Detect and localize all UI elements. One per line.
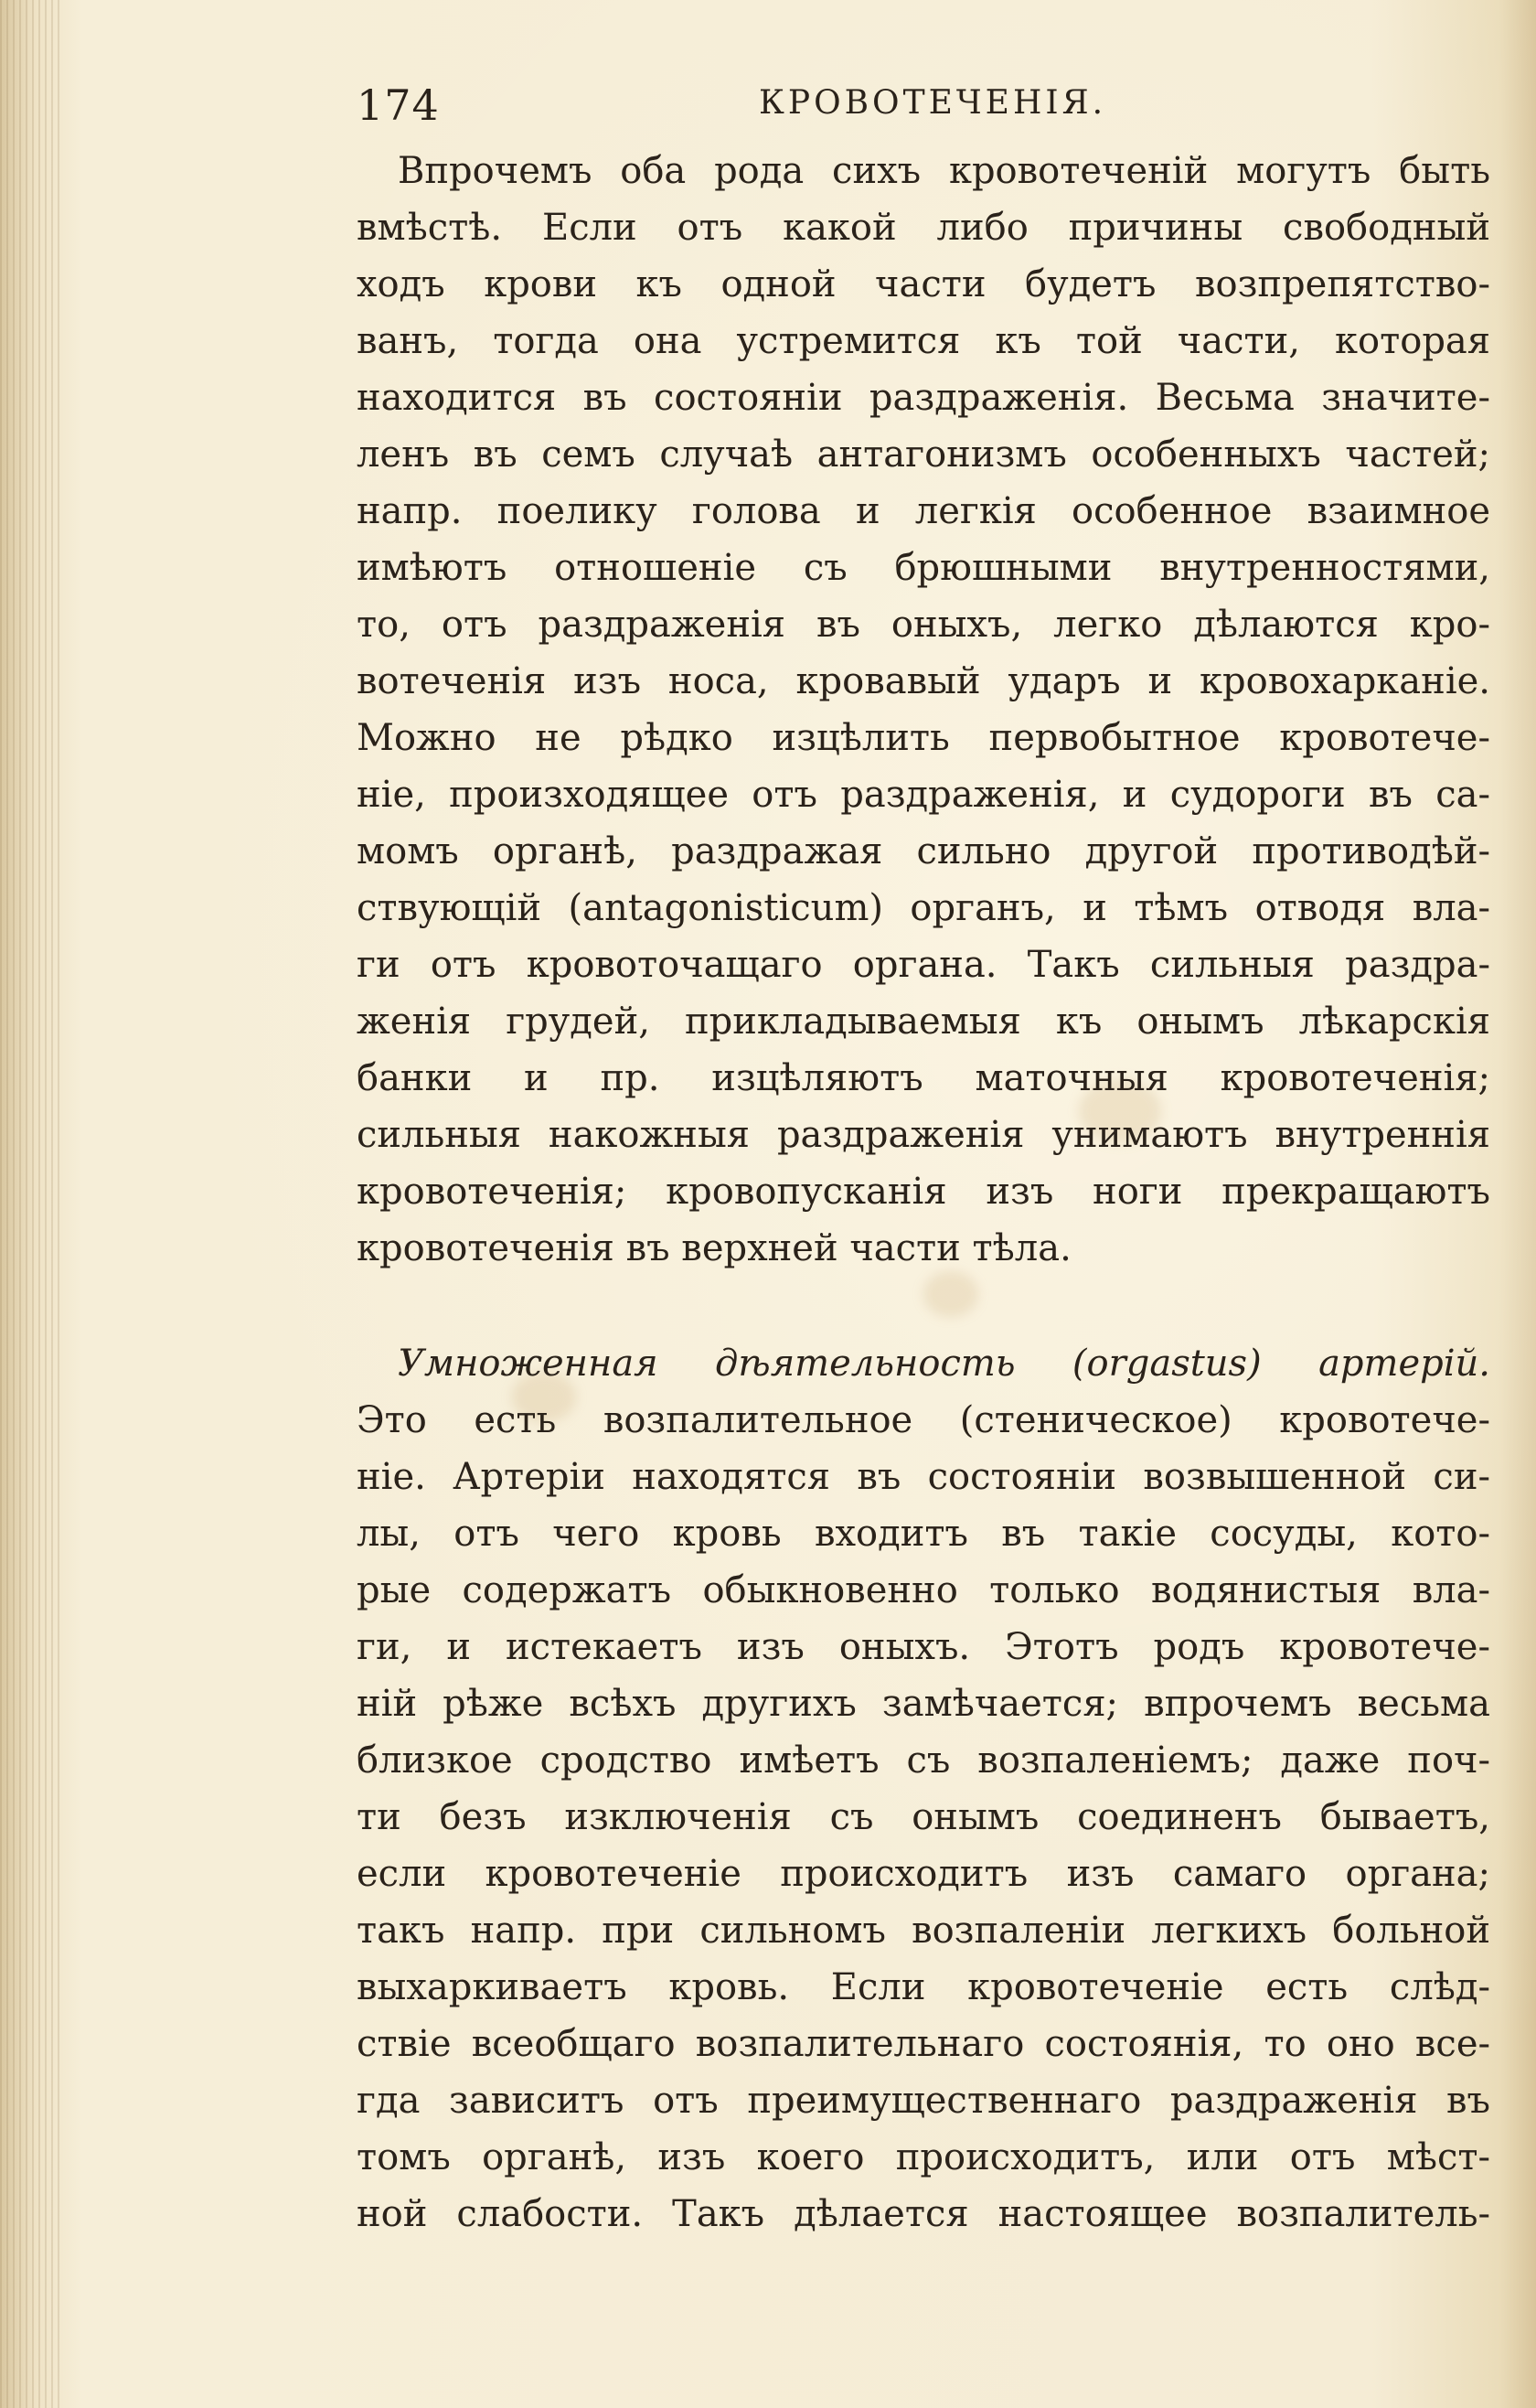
text-line: ги, и истекаетъ изъ оныхъ. Этотъ родъ кровотече- [357,1626,1490,1668]
text-line: такъ напр. при сильномъ возпаленіи легкихъ больной [357,1910,1490,1952]
text-line: ніе, произходящее отъ раздраженія, и судороги въ са- [357,774,1490,816]
text-line: ной слабости. Такъ дѣлается настоящее возпалитель- [357,2193,1490,2235]
running-title: КРОВОТЕЧЕНІЯ. [759,84,1107,122]
text-line: сильныя накожныя раздраженія унимаютъ внутреннія [357,1114,1490,1156]
text-line: рые содержатъ обыкновенно только водянистыя вла- [357,1569,1490,1611]
text-line: лы, отъ чего кровь входитъ въ такіе сосуды, кото- [357,1513,1490,1555]
page-header [357,80,1490,135]
text-line: банки и пр. изцѣляютъ маточныя кровотеченія; [357,1057,1490,1099]
text-line: имѣютъ отношеніе съ брюшными внутренностями, [357,547,1490,589]
text-line: ти безъ изключенія съ онымъ соединенъ бываетъ, [357,1796,1490,1838]
text-line: ванъ, тогда она устремится къ той части, которая [357,320,1490,362]
text-line: гда зависитъ отъ преимущественнаго раздраженія въ [357,2080,1490,2122]
text-line: томъ органѣ, изъ коего происходитъ, или отъ мѣст- [357,2136,1490,2178]
text-line: выхаркиваетъ кровь. Если кровотеченіе есть слѣд- [357,1966,1490,2008]
book-gutter [0,0,64,2408]
text-line: близкое сродство имѣетъ съ возпаленіемъ; даже поч- [357,1739,1490,1782]
text-line: Это есть возпалительное (стеническое) кровотече- [357,1399,1490,1441]
text-line: вмѣстѣ. Если отъ какой либо причины свободный [357,207,1490,249]
text-line: ленъ въ семъ случаѣ антагонизмъ особенныхъ частей; [357,433,1490,476]
text-line: ній рѣже всѣхъ другихъ замѣчается; впрочемъ весьма [357,1683,1490,1725]
text-line: женія грудей, прикладываемыя къ онымъ лѣкарскія [357,1001,1490,1043]
text-line: ги отъ кровоточащаго органа. Такъ сильныя раздра- [357,944,1490,986]
text-line: напр. поелику голова и легкія особенное взаимное [357,490,1490,532]
paper-stain [923,1271,978,1317]
text-line: если кровотеченіе происходитъ изъ самаго органа; [357,1853,1490,1895]
text-line: то, отъ раздраженія въ оныхъ, легко дѣлаются кро- [357,604,1490,646]
text-line: Можно не рѣдко изцѣлить первобытное кровотече- [357,717,1490,759]
text-line: момъ органѣ, раздражая сильно другой противодѣй- [357,830,1490,872]
page-number: 174 [357,80,440,130]
text-line: находится въ состояніи раздраженія. Весьма значите- [357,377,1490,419]
text-line: ствіе всеобщаго возпалительнаго состоянія, то оно все- [357,2023,1490,2065]
paragraph-1 [357,143,1490,1277]
text-line: ходъ крови къ одной части будетъ возпрепятство- [357,263,1490,305]
paragraph-2 [357,1335,1490,2242]
text-line: ніе. Артеріи находятся въ состояніи возвышенной си- [357,1456,1490,1498]
text-line: вотеченія изъ носа, кровавый ударъ и кровохарканіе. [357,660,1490,702]
text-line: кровотеченія въ верхней части тѣла. [357,1227,1072,1269]
text-line: Впрочемъ оба рода сихъ кровотеченій могутъ быть [398,150,1490,192]
text-line: ствующій (antagonisticum) органъ, и тѣмъ отводя вла- [357,887,1490,929]
text-line: кровотеченія; кровопусканія изъ ноги прекращаютъ [357,1171,1490,1213]
section-heading: Умноженная дѣятельность (orgastus) артерій. [398,1343,1490,1385]
